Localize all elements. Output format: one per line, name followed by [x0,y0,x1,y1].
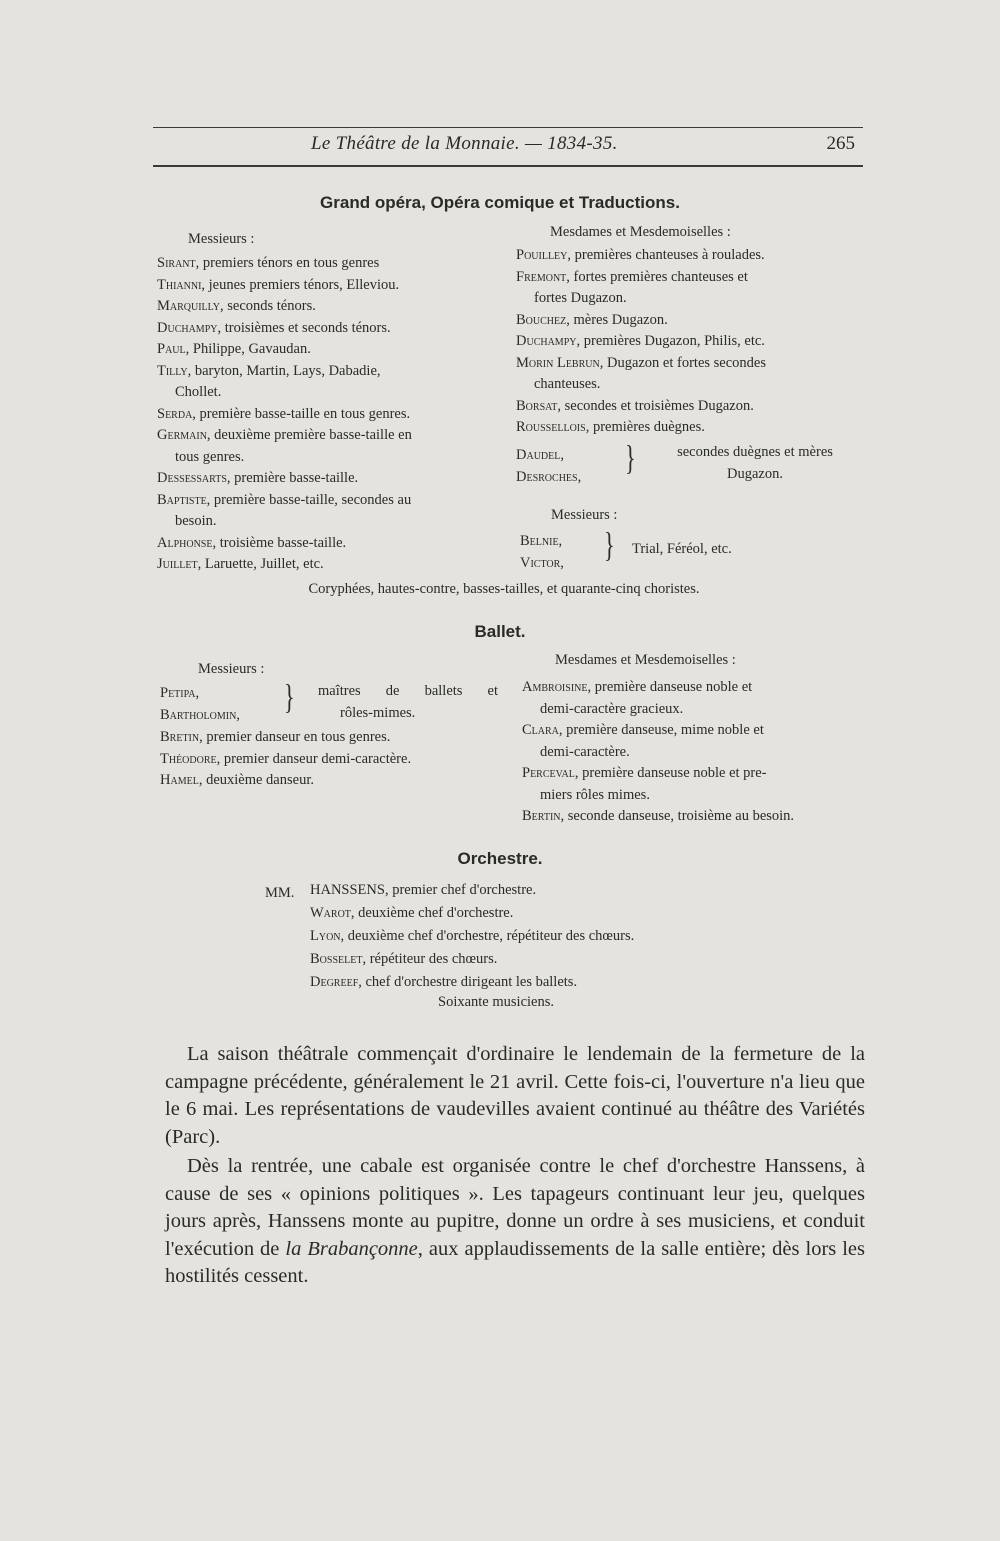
list-item: Perceval, première danseuse noble et pre- [522,765,767,781]
orchestra-prefix: MM. [265,885,295,901]
brace-icon: } [625,437,636,478]
list-item: Baptiste, première basse-taille, secondes au [157,491,412,508]
brace-icon: } [604,524,615,565]
list-item: Juillet, Laruette, Juillet, etc. [157,556,324,572]
list-item: Fremont, fortes premières chanteuses et [516,268,748,285]
grand-opera-men2-heading: Messieurs : [551,507,618,523]
brace-icon: } [284,676,295,717]
header-top-rule [153,127,863,128]
list-item: Ambroisine, première danseuse noble et [522,679,753,695]
list-item: Degreef, chef d'orchestre dirigeant les ballets. [310,974,578,990]
brace-role-duegnes: secondes duègnes et mères Dugazon. [677,444,833,482]
ballet-men-heading: Messieurs : [198,661,265,677]
grand-opera-men-heading: Messieurs : [188,231,255,247]
list-item: Roussellois, premières duègnes. [516,419,705,435]
section-heading-orchestra: Orchestre. [457,849,543,868]
ballet-men-list [160,727,411,792]
section-heading-grand-opera: Grand opéra, Opéra comique et Traductions. [320,193,680,212]
list-item-continuation: demi-caractère. [540,743,630,760]
list-item-continuation: demi-caractère gracieux. [540,700,684,717]
running-title: Le Théâtre de la Monnaie. — 1834-35. [311,133,618,154]
list-item-continuation: Chollet. [175,384,222,400]
ballet-women-heading: Mesdames et Mesdemoiselles : [555,652,736,668]
section-heading-ballet: Ballet. [474,622,526,641]
list-item: Lyon, deuxième chef d'orchestre, répétiteur des chœurs. [310,928,635,944]
list-item: Borsat, secondes et troisièmes Dugazon. [516,397,754,414]
list-item: Duchampy, premières Dugazon, Philis, etc. [516,333,765,349]
brace-group-ballet-masters: Petipa, Bartholomin, [160,685,240,723]
orchestra-musicians: Soixante musiciens. [438,994,554,1010]
list-item-continuation: besoin. [175,513,217,529]
list-item: HANSSENS, premier chef d'orchestre. [310,882,537,898]
list-item: Bosselet, répétiteur des chœurs. [310,951,498,967]
brace-role-ballet-masters: maîtres de ballets et rôles-mimes. [318,683,498,721]
list-item-continuation: fortes Dugazon. [534,290,627,306]
list-item-continuation: chanteuses. [534,376,601,392]
chorus-line: Coryphées, hautes-contre, basses-tailles, et quarante-cinq choristes. [308,581,700,597]
list-item: Bretin, premier danseur en tous genres. [160,729,391,745]
list-item: Sirant, premiers ténors en tous genres [157,255,380,271]
list-item: Théodore, premier danseur demi-caractère. [160,750,412,767]
body-text [165,1041,865,1291]
list-item: Bouchez, mères Dugazon. [516,311,668,328]
page-number: 265 [826,133,855,154]
ballet-women-list [522,677,862,828]
list-item: Tilly, baryton, Martin, Lays, Dabadie, [157,362,381,379]
grand-opera-women-list [516,245,856,439]
list-item: Germain, deuxième première basse-taille en [157,427,412,443]
header-bottom-rule [153,165,863,167]
orchestra-list [310,880,634,995]
list-item: Morin Lebrun, Dugazon et fortes secondes [516,354,767,371]
list-item: Thianni, jeunes premiers ténors, Elleviou. [157,276,400,293]
list-item: Alphonse, troisième basse-taille. [157,534,347,551]
list-item: Duchampy, troisièmes et seconds ténors. [157,319,391,336]
paragraph: Dès la rentrée, une cabale est organisée contre le chef d'orchestre Hanssens, à cause de ses « opinions politiques ». Les tapageurs continuant leur jeu, quelques jours après, Hanssens monte au pupitre, donne un ordre à ses musiciens, et conduit l'exécution de la Brabançonne, aux applaudissements de la salle entière; dès lors les hostilités cessent. [165,1155,865,1287]
brace-group-trial: Belnie, Victor, [520,533,564,571]
list-item: Bertin, seconde danseuse, troisième au besoin. [522,808,795,824]
list-item: Dessessarts, première basse-taille. [157,470,359,486]
list-item: Hamel, deuxième danseur. [160,772,314,788]
list-item-continuation: miers rôles mimes. [540,786,650,803]
list-item: Paul, Philippe, Gavaudan. [157,341,311,357]
list-item: Pouilley, premières chanteuses à roulades. [516,247,765,263]
brace-group-duegnes: Daudel, Desroches, [516,447,582,485]
list-item: Serda, première basse-taille en tous genres. [157,405,411,422]
brace-role-trial: Trial, Féréol, etc. [632,541,732,557]
list-item: Marquilly, seconds ténors. [157,298,316,314]
grand-opera-women-heading: Mesdames et Mesdemoiselles : [550,224,731,240]
running-header [153,133,863,159]
list-item: Warot, deuxième chef d'orchestre. [310,905,514,921]
paragraph: La saison théâtrale commençait d'ordinaire le lendemain de la fermeture de la campagne précédente, généralement le 21 avril. Cette fois-ci, l'ouverture n'a lieu que le 6 mai. Les représentations de vaudevilles avaient continué au théâtre des Variétés (Parc). [165,1043,865,1148]
list-item: Clara, première danseuse, mime noble et [522,722,764,738]
grand-opera-men-list [157,253,497,576]
list-item-continuation: tous genres. [175,448,245,465]
